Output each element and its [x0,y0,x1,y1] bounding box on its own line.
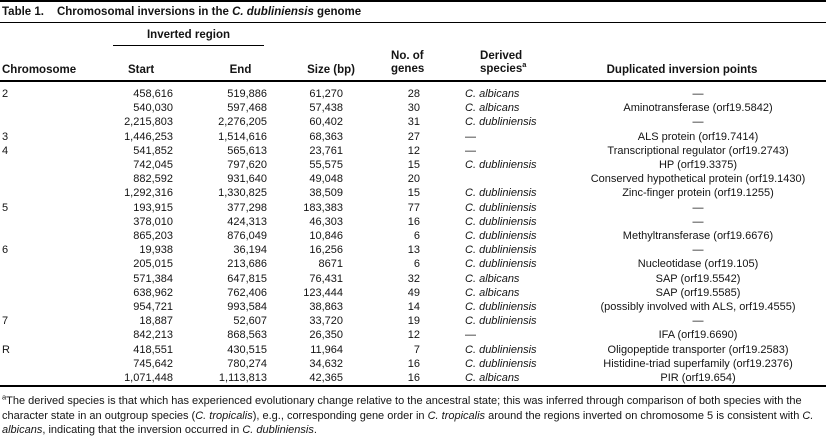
cell-genes: 49 [407,286,421,299]
table-row [0,215,826,229]
col-header-genes [355,46,425,81]
cell-genes: 19 [407,315,421,328]
cell-start: 571,384 [133,272,173,285]
cell-start: 865,203 [133,230,173,243]
col-header-derived-line2: species$^a$ [480,60,527,75]
table-row [0,257,826,271]
cell-end: 1,113,813 [218,372,268,385]
cell-end: 565,613 [227,144,268,157]
cell-derived-species: C. albicans [465,286,520,299]
cell-start: 2,215,803 [124,116,173,129]
cell-end: 647,815 [227,272,268,285]
cell-start: 842,213 [133,329,173,342]
col-header-genes-line2: genes [391,63,425,75]
cell-derived-species: C. dubliniensis [465,201,537,214]
table-row [0,101,826,115]
cell-duplicated-inversion-points: SAP (orf19.5585) [655,286,741,299]
cell-derived-species: — [465,130,477,143]
cell-start: 19,938 [139,244,173,257]
table-row [0,371,826,386]
cell-start: 882,592 [133,173,173,186]
cell-start: 541,852 [133,144,173,157]
cell-chromosome [0,300,95,314]
table-row [0,357,826,371]
table-row [0,81,826,101]
table-row [0,115,826,129]
cell-derived-species [425,172,560,186]
cell-derived-species: C. dubliniensis [465,258,537,271]
table-row [0,229,826,243]
cell-size: 49,048 [309,173,344,186]
cell-size: 34,632 [309,357,344,370]
cell-end: 797,620 [227,159,268,172]
cell-size: 76,431 [309,272,344,285]
cell-genes: 15 [407,187,421,200]
cell-start: 458,616 [133,88,173,100]
cell-end: 597,468 [227,102,268,115]
cell-duplicated-inversion-points: Histidine-triad superfamily (orf19.2376) [603,357,793,370]
cell-start: 638,962 [133,286,173,299]
col-header-derived-species [425,46,560,81]
cell-genes: 31 [407,116,421,129]
cell-size: 55,575 [309,159,344,172]
cell-derived-species: C. dubliniensis [465,116,537,129]
cell-chromosome [0,229,95,243]
cell-start: 1,446,253 [124,130,173,143]
cell-duplicated-inversion-points: — [692,201,704,214]
cell-end: 213,686 [227,258,268,271]
col-header-genes-line1: No. of [391,50,424,62]
table-caption: Chromosomal inversions in the C. dubliniensis genome [56,6,362,18]
cell-chromosome [0,286,95,300]
cell-duplicated-inversion-points: PIR (orf19.654) [660,372,736,385]
cell-end: 876,049 [227,230,268,243]
cell-derived-species: — [465,144,477,157]
cell-derived-species: C. dubliniensis [465,301,537,314]
cell-start: 1,071,448 [124,372,173,385]
cell-genes: 6 [413,230,421,243]
col-header-duplicated-inversion-points: Duplicated inversion points [560,46,826,81]
cell-duplicated-inversion-points: SAP (orf19.5542) [655,272,741,285]
cell-chromosome [0,257,95,271]
cell-derived-species: C. dubliniensis [465,230,537,243]
table-row [0,186,826,200]
cell-chromosome [0,371,95,386]
table-number-label: Table 1. [2,6,44,18]
cell-chromosome: R [2,343,10,356]
cell-end: 993,584 [227,301,268,314]
table-row [0,343,826,357]
cell-duplicated-inversion-points: — [692,88,704,100]
cell-size: 8671 [318,258,344,271]
cell-derived-species: C. dubliniensis [465,343,537,356]
cell-duplicated-inversion-points: (possibly involved with ALS, orf19.4555) [600,301,796,314]
cell-genes: 13 [407,244,421,257]
cell-duplicated-inversion-points: HP (orf19.3375) [658,159,738,172]
cell-chromosome: 2 [2,88,9,100]
cell-derived-species: C. dubliniensis [465,357,537,370]
table-title [0,2,826,23]
cell-genes: 32 [407,272,421,285]
cell-genes: 12 [407,144,421,157]
cell-derived-species: — [465,329,477,342]
cell-chromosome [0,272,95,286]
cell-size: 10,846 [309,230,344,243]
cell-size: 123,444 [303,286,344,299]
cell-size: 38,863 [309,301,344,314]
table-row [0,328,826,342]
cell-start: 193,915 [133,201,173,214]
cell-end: 762,406 [227,286,268,299]
table-row [0,144,826,158]
cell-duplicated-inversion-points: — [692,244,704,257]
cell-derived-species: C. dubliniensis [465,315,537,328]
cell-genes: 16 [407,372,421,385]
cell-duplicated-inversion-points: IFA (orf19.6690) [658,329,738,342]
table-row [0,286,826,300]
table-row [0,172,826,186]
cell-end: 868,563 [227,329,268,342]
col-header-chromosome: Chromosome [0,46,95,81]
cell-genes: 15 [407,159,421,172]
cell-size: 183,383 [303,201,344,214]
cell-start: 540,030 [133,102,173,115]
cell-size: 33,720 [309,315,344,328]
table-body [0,81,826,386]
cell-end: 377,298 [227,201,268,214]
cell-end: 424,313 [227,215,268,228]
cell-genes: 12 [407,329,421,342]
cell-genes: 27 [407,130,421,143]
cell-size: 38,509 [309,187,344,200]
cell-duplicated-inversion-points: ALS protein (orf19.7414) [637,130,759,143]
cell-duplicated-inversion-points: Zinc-finger protein (orf19.1255) [622,187,774,200]
cell-size: 42,365 [309,372,344,385]
cell-chromosome: 3 [2,130,9,143]
cell-chromosome [0,172,95,186]
table-row [0,243,826,257]
cell-duplicated-inversion-points: Oligopeptide transporter (orf19.2583) [607,343,789,356]
column-header-row [0,46,826,81]
cell-end: 430,515 [227,343,268,356]
cell-chromosome [0,158,95,172]
cell-chromosome [0,357,95,371]
cell-end: 519,886 [227,88,268,100]
col-header-end: End [175,46,270,81]
table-row [0,272,826,286]
cell-end: 1,514,616 [218,130,268,143]
footnote-marker-a: a [522,60,527,70]
cell-derived-species: C. albicans [465,88,520,100]
cell-derived-species: C. dubliniensis [465,215,537,228]
cell-start: 1,292,316 [124,187,173,200]
cell-genes: 6 [413,258,421,271]
cell-size: 60,402 [309,116,344,129]
cell-end: 931,640 [227,173,268,186]
cell-chromosome [0,215,95,229]
cell-duplicated-inversion-points: Conserved hypothetical protein (orf19.1430) [590,173,806,186]
spanner-inverted-region: Inverted region [113,29,264,46]
cell-derived-species: C. dubliniensis [465,244,537,257]
spanner-cell [95,23,270,46]
cell-start: 954,721 [133,301,173,314]
cell-chromosome [0,328,95,342]
cell-chromosome: 4 [2,144,9,157]
cell-end: 36,194 [233,244,268,257]
cell-genes: 77 [407,201,421,214]
cell-derived-species: C. albicans [465,372,520,385]
cell-size: 68,363 [309,130,344,143]
cell-size: 23,761 [309,144,344,157]
cell-chromosome [0,101,95,115]
cell-size: 26,350 [309,329,344,342]
cell-start: 18,887 [139,315,173,328]
cell-start: 205,015 [133,258,173,271]
cell-end: 52,607 [233,315,268,328]
cell-derived-species: C. dubliniensis [465,159,537,172]
cell-chromosome: 5 [2,201,9,214]
cell-size: 61,270 [309,88,344,100]
table-row [0,300,826,314]
footnote: $^a$The derived species is that which has experienced evolutionary change relative to the ancestral state; this was inferred through comparison of both species with the character state in an outgroup species (C. tropicalis), e.g., corresponding gene order in C. tropicalis around the regions inverted on chromosome 5 is consistent with C. albicans, indicating that the inversion occurred in C. dubliniensis. [2,392,814,437]
cell-chromosome [0,115,95,129]
cell-derived-species: C. albicans [465,102,520,115]
cell-duplicated-inversion-points: Aminotransferase (orf19.5842) [623,102,773,115]
table-header [0,23,826,81]
spanner-spacer [270,23,826,46]
inversions-table [0,23,826,387]
cell-start: 742,045 [133,159,173,172]
cell-start: 378,010 [133,215,173,228]
cell-derived-species: C. dubliniensis [465,187,537,200]
table-row [0,158,826,172]
cell-genes: 28 [407,88,421,100]
cell-genes: 7 [413,343,421,356]
cell-start: 418,551 [133,343,173,356]
table-row [0,201,826,215]
col-header-size: Size (bp) [270,46,355,81]
cell-duplicated-inversion-points: — [692,116,704,129]
cell-end: 780,274 [227,357,268,370]
cell-genes: 14 [407,301,421,314]
cell-chromosome [0,186,95,200]
cell-duplicated-inversion-points: — [692,215,704,228]
col-header-start: Start [95,46,175,81]
cell-chromosome: 7 [2,315,9,328]
cell-end: 1,330,825 [218,187,268,200]
cell-duplicated-inversion-points: Nucleotidase (orf19.105) [637,258,759,271]
table-row [0,314,826,328]
table-row [0,130,826,144]
cell-duplicated-inversion-points: — [692,315,704,328]
cell-chromosome: 6 [2,244,9,257]
cell-end: 2,276,205 [218,116,268,129]
cell-genes: 30 [407,102,421,115]
spanner-spacer [0,23,95,46]
cell-duplicated-inversion-points: Methyltransferase (orf19.6676) [622,230,774,243]
col-header-derived-line1: Derived [480,50,523,62]
spanner-row [0,23,826,46]
cell-size: 11,964 [310,343,344,356]
cell-duplicated-inversion-points: Transcriptional regulator (orf19.2743) [607,144,789,157]
cell-genes: 16 [407,357,421,370]
cell-genes: 16 [407,215,421,228]
cell-start: 745,642 [133,357,173,370]
cell-size: 57,438 [309,102,344,115]
cell-size: 16,256 [309,244,344,257]
cell-genes: 20 [407,173,421,186]
cell-size: 46,303 [309,215,344,228]
cell-derived-species: C. albicans [465,272,520,285]
